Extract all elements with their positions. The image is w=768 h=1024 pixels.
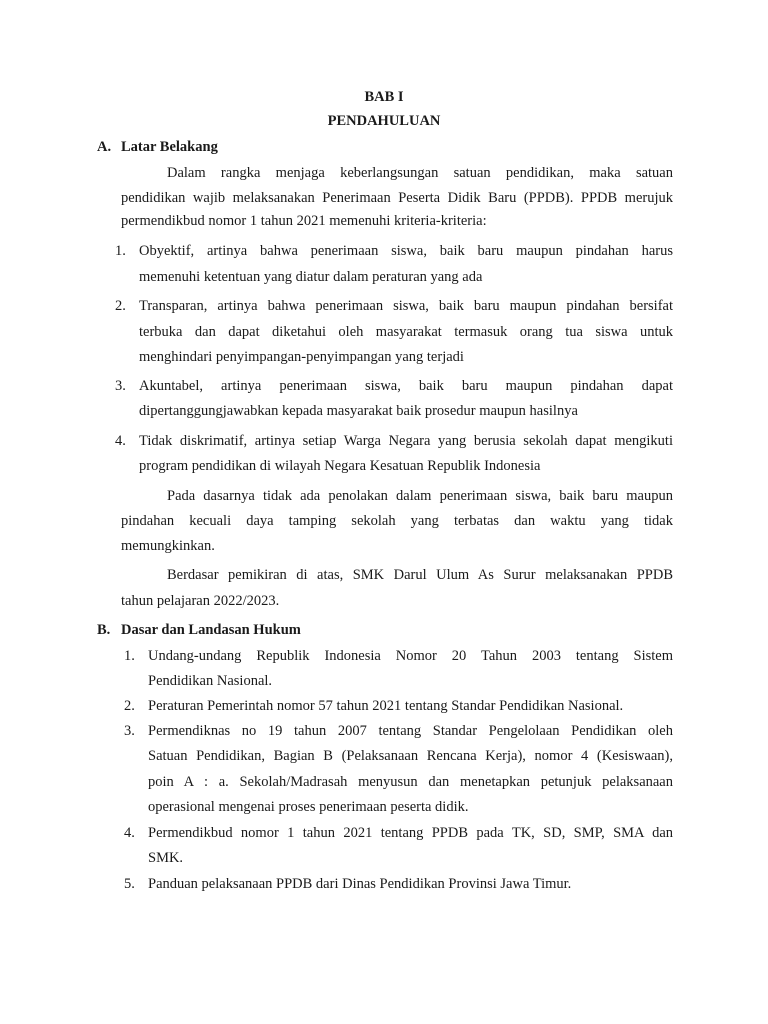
- criteria-line: memenuhi ketentuan yang diatur dalam peraturan yang ada: [139, 269, 483, 285]
- criteria-line: dipertanggungjawabkan kepada masyarakat baik prosedur maupun hasilnya: [139, 403, 578, 419]
- criteria-number: 2.: [115, 298, 126, 314]
- chapter-number: BAB I: [364, 89, 404, 105]
- section-a-heading: Latar Belakang: [121, 139, 218, 155]
- criteria-line: program pendidikan di wilayah Negara Kesatuan Republik Indonesia: [139, 458, 541, 474]
- section-a-marker: A.: [97, 139, 112, 155]
- criteria-line: Obyektif, artinya bahwa penerimaan siswa, baik baru maupun pindahan harus: [139, 243, 673, 259]
- legal-basis-line: Pendidikan Nasional.: [148, 673, 273, 689]
- legal-basis-line: Undang-undang Republik Indonesia Nomor 20 Tahun 2003 tentang Sistem: [148, 648, 673, 664]
- section-b-marker: B.: [97, 622, 111, 638]
- legal-basis-line: Panduan pelaksanaan PPDB dari Dinas Pendidikan Provinsi Jawa Timur.: [148, 876, 572, 892]
- legal-basis-line: poin A : a. Sekolah/Madrasah menyusun dan menetapkan petunjuk pelaksanaan: [148, 774, 673, 790]
- intro-line: Dalam rangka menjaga keberlangsungan satuan pendidikan, maka satuan: [167, 165, 673, 181]
- criteria-line: Tidak diskrimatif, artinya setiap Warga Negara yang berusia sekolah dapat mengikuti: [139, 433, 673, 449]
- criteria-line: Akuntabel, artinya penerimaan siswa, baik baru maupun pindahan dapat: [139, 378, 673, 394]
- criteria-number: 4.: [115, 433, 126, 449]
- paragraph-line: memungkinkan.: [121, 538, 215, 554]
- paragraph-line: pindahan kecuali daya tamping sekolah yang terbatas dan waktu yang tidak: [121, 513, 673, 529]
- criteria-number: 1.: [115, 243, 126, 259]
- legal-basis-line: Permendiknas no 19 tahun 2007 tentang Standar Pengelolaan Pendidikan oleh: [148, 723, 673, 739]
- intro-line: pendidikan wajib melaksanakan Penerimaan Peserta Didik Baru (PPDB). PPDB merujuk: [121, 190, 673, 206]
- legal-basis-number: 5.: [124, 876, 135, 892]
- legal-basis-line: Permendikbud nomor 1 tahun 2021 tentang PPDB pada TK, SD, SMP, SMA dan: [148, 825, 673, 841]
- criteria-line: terbuka dan dapat diketahui oleh masyarakat termasuk orang tua siswa untuk: [139, 324, 673, 340]
- legal-basis-number: 2.: [124, 698, 135, 714]
- legal-basis-number: 4.: [124, 825, 135, 841]
- paragraph-line: Pada dasarnya tidak ada penolakan dalam penerimaan siswa, baik baru maupun: [167, 488, 673, 504]
- section-b-heading: Dasar dan Landasan Hukum: [121, 622, 301, 638]
- legal-basis-line: Peraturan Pemerintah nomor 57 tahun 2021 tentang Standar Pendidikan Nasional.: [148, 698, 624, 714]
- legal-basis-number: 1.: [124, 648, 135, 664]
- legal-basis-line: Satuan Pendidikan, Bagian B (Pelaksanaan Rencana Kerja), nomor 4 (Kesiswaan),: [148, 748, 673, 764]
- legal-basis-line: SMK.: [148, 850, 184, 866]
- paragraph-line: Berdasar pemikiran di atas, SMK Darul Ulum As Surur melaksanakan PPDB: [167, 567, 673, 583]
- criteria-line: menghindari penyimpangan-penyimpangan yang terjadi: [139, 349, 464, 365]
- criteria-line: Transparan, artinya bahwa penerimaan siswa, baik baru maupun pindahan bersifat: [139, 298, 673, 314]
- paragraph-line: tahun pelajaran 2022/2023.: [121, 593, 280, 609]
- chapter-title: PENDAHULUAN: [327, 113, 441, 129]
- intro-line: permendikbud nomor 1 tahun 2021 memenuhi kriteria-kriteria:: [121, 213, 487, 229]
- criteria-number: 3.: [115, 378, 126, 394]
- legal-basis-line: operasional mengenai proses penerimaan peserta didik.: [148, 799, 469, 815]
- legal-basis-number: 3.: [124, 723, 135, 739]
